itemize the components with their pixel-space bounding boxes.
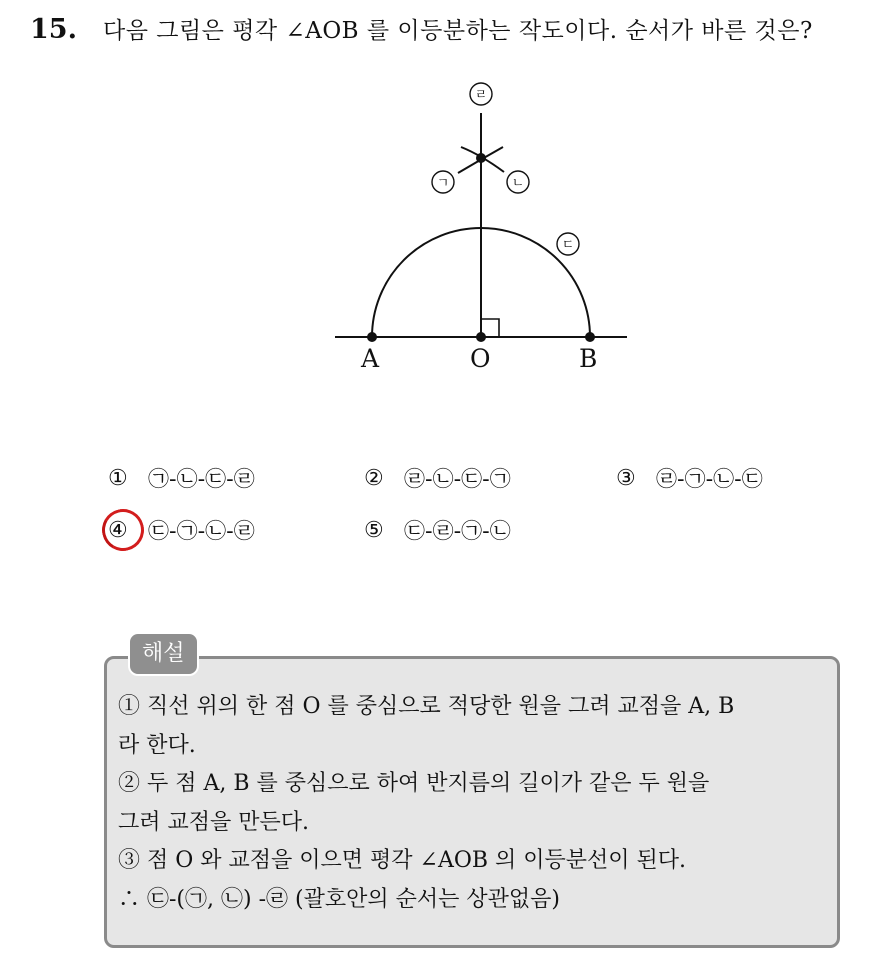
choice-number: ③ [616, 465, 636, 491]
answer-choices [100, 455, 820, 565]
choice-answer: ㉢-㉠-㉡-㉣ [148, 519, 255, 543]
choice-number: ② [364, 465, 384, 491]
intersection-dot [476, 153, 486, 163]
svg-text:ㄴ: ㄴ [511, 176, 525, 191]
step-label-ㄴ [507, 171, 529, 193]
choice-4[interactable] [108, 515, 255, 545]
svg-text:ㄷ: ㄷ [561, 238, 575, 253]
solution-line: ∴ ㉢-(㉠, ㉡) -㉣ (괄호안의 순서는 상관없음) [118, 886, 560, 912]
point-b-dot [585, 332, 595, 342]
choice-number: ① [108, 465, 128, 491]
choice-answer: ㉣-㉡-㉢-㉠ [404, 467, 511, 491]
construction-diagram [300, 70, 660, 390]
question-header [30, 12, 813, 52]
question-number: 15. [30, 14, 77, 45]
solution-line: 라 한다. [118, 732, 196, 758]
choice-answer: ㉣-㉠-㉡-㉢ [656, 467, 763, 491]
step-label-ㄷ [557, 233, 579, 255]
label-b: B [579, 344, 598, 373]
solution-line: 그려 교점을 만든다. [118, 809, 309, 835]
solution-line: ③ 점 O 와 교점을 이으면 평각 ∠AOB 의 이등분선이 된다. [118, 848, 687, 873]
choice-answer: ㉠-㉡-㉢-㉣ [148, 467, 255, 491]
label-a: A [361, 344, 380, 373]
step-label-ㄹ [470, 83, 492, 105]
solution-tag: 해설 [128, 632, 199, 676]
question-text: 다음 그림은 평각 ∠AOB 를 이등분하는 작도이다. 순서가 바른 것은? [102, 18, 813, 44]
choice-2[interactable] [364, 463, 511, 493]
solution-line: ② 두 점 A, B 를 중심으로 하여 반지름의 길이가 같은 두 원을 [118, 771, 710, 796]
svg-text:ㄹ: ㄹ [474, 88, 488, 103]
choice-5[interactable] [364, 515, 511, 545]
choice-1[interactable] [108, 463, 255, 493]
solution-line: ① 직선 위의 한 점 O 를 중심으로 적당한 원을 그려 교점을 A, B [118, 694, 735, 719]
choice-3[interactable] [616, 463, 763, 493]
choice-number: ⑤ [364, 517, 384, 543]
choice-number: ④ [108, 517, 128, 543]
choice-answer: ㉢-㉣-㉠-㉡ [404, 519, 511, 543]
svg-text:ㄱ: ㄱ [436, 176, 450, 191]
solution-text [118, 688, 830, 919]
point-a-dot [367, 332, 377, 342]
answer-circle-mark [97, 504, 148, 555]
point-o-dot [476, 332, 486, 342]
step-label-ㄱ [432, 171, 454, 193]
label-o: O [470, 344, 491, 373]
construction-figure [300, 70, 660, 390]
